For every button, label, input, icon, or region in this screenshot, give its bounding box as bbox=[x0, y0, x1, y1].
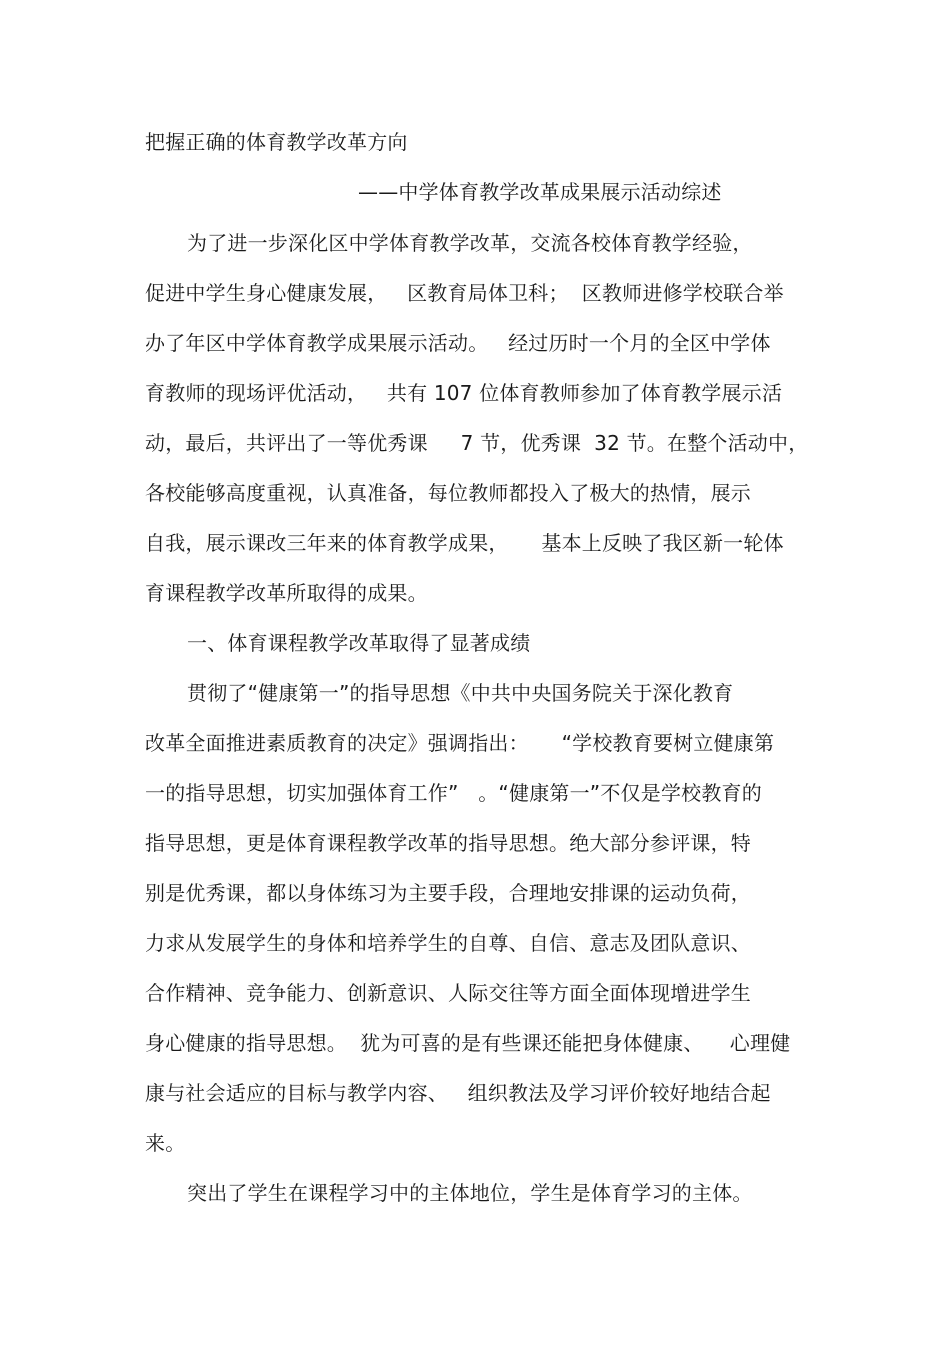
document-subtitle: ——中学体育教学改革成果展示活动综述 bbox=[358, 180, 722, 204]
paragraph-line: 突出了学生在课程学习中的主体地位，学生是体育学习的主体。 bbox=[187, 1181, 753, 1205]
paragraph-line: 办了年区中学体育教学成果展示活动。 经过历时一个月的全区中学体 bbox=[145, 331, 771, 355]
paragraph-line: 指导思想，更是体育课程教学改革的指导思想。绝大部分参评课，特 bbox=[145, 831, 751, 855]
paragraph-line: 为了进一步深化区中学体育教学改革，交流各校体育教学经验， bbox=[187, 231, 753, 255]
paragraph-line: 别是优秀课，都以身体练习为主要手段，合理地安排课的运动负荷， bbox=[145, 881, 751, 905]
paragraph-line: 动，最后，共评出了一等优秀课 7 节，优秀课 32 节。在整个活动中， bbox=[145, 431, 809, 455]
paragraph-line: 来。 bbox=[145, 1131, 186, 1155]
paragraph-line: 贯彻了“健康第一”的指导思想《中共中央国务院关于深化教育 bbox=[187, 681, 734, 705]
paragraph-line: 改革全面推进素质教育的决定》强调指出： “学校教育要树立健康第 bbox=[145, 731, 775, 755]
paragraph-line: 力求从发展学生的身体和培养学生的自尊、自信、意志及团队意识、 bbox=[145, 931, 751, 955]
paragraph-line: 身心健康的指导思想。 犹为可喜的是有些课还能把身体健康、 心理健 bbox=[145, 1031, 791, 1055]
paragraph-line: 育教师的现场评优活动， 共有 107 位体育教师参加了体育教学展示活 bbox=[145, 381, 783, 405]
document-title: 把握正确的体育教学改革方向 bbox=[145, 130, 408, 154]
paragraph-line: 自我，展示课改三年来的体育教学成果， 基本上反映了我区新一轮体 bbox=[145, 531, 784, 555]
section-heading: 一、体育课程教学改革取得了显著成绩 bbox=[187, 631, 531, 655]
paragraph-line: 育课程教学改革所取得的成果。 bbox=[145, 581, 428, 605]
paragraph-line: 康与社会适应的目标与教学内容、 组织教法及学习评价较好地结合起 bbox=[145, 1081, 771, 1105]
paragraph-line: 各校能够高度重视，认真准备，每位教师都投入了极大的热情，展示 bbox=[145, 481, 751, 505]
paragraph-line: 一的指导思想，切实加强体育工作” 。“健康第一”不仅是学校教育的 bbox=[145, 781, 762, 805]
paragraph-line: 促进中学生身心健康发展， 区教育局体卫科； 区教师进修学校联合举 bbox=[145, 281, 784, 305]
paragraph-line: 合作精神、竞争能力、创新意识、人际交往等方面全面体现增进学生 bbox=[145, 981, 751, 1005]
